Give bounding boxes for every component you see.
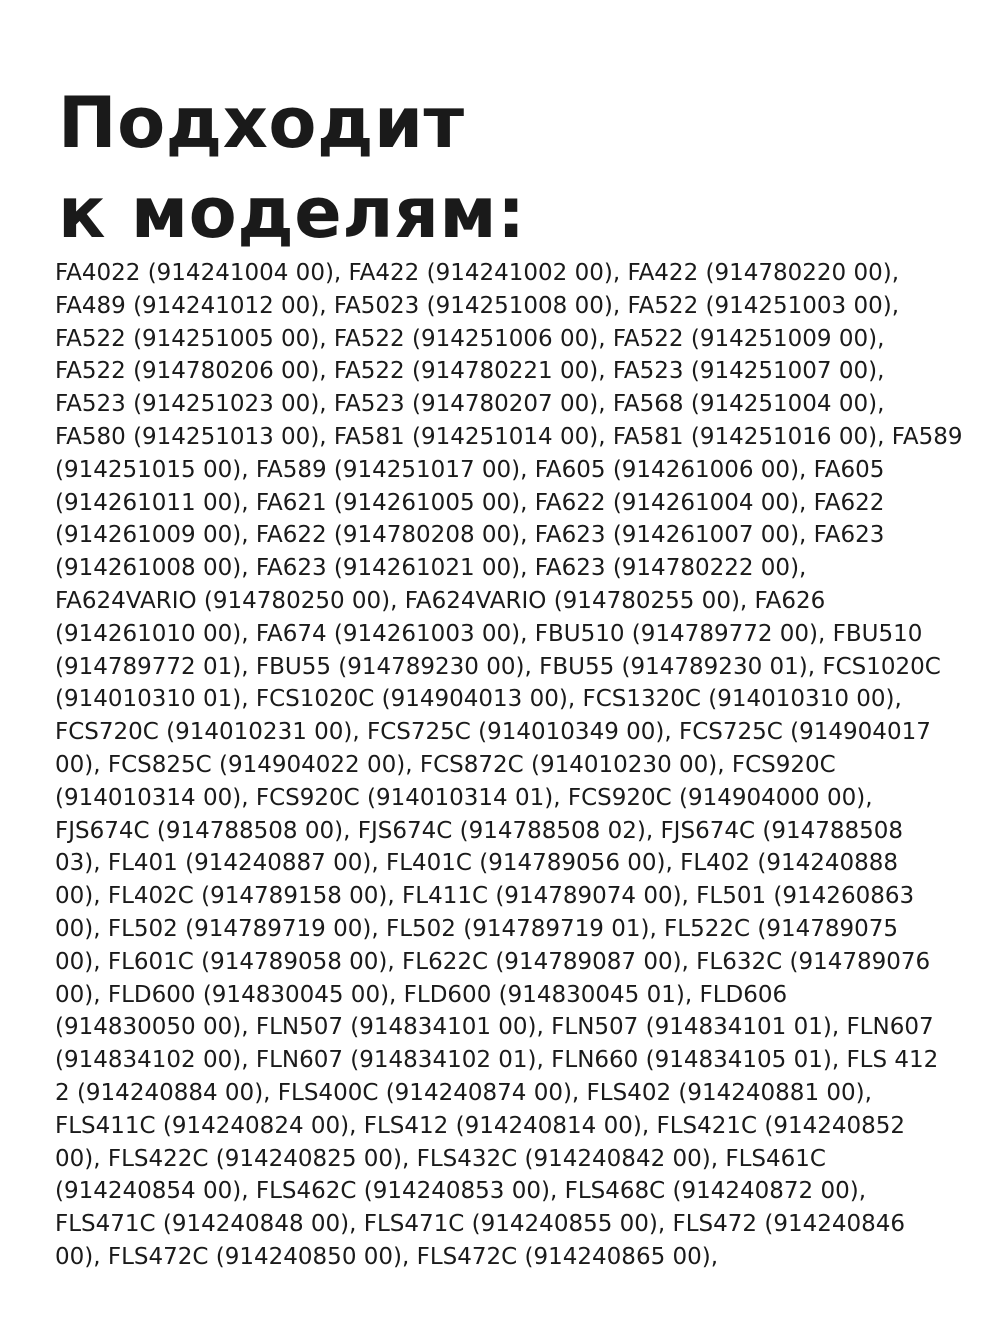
models-line: FA4022 (914241004 00), FA422 (914241002 00), FA422 (914780220 00),	[55, 260, 900, 286]
models-line: 00), FL502 (914789719 00), FL502 (914789719 01), FL522C (914789075	[55, 915, 899, 942]
models-line: (914789772 01), FBU55 (914789230 00), FBU55 (914789230 01), FCS1020C	[55, 653, 941, 680]
models-line: FLS411C (914240824 00), FLS412 (914240814 00), FLS421C (914240852	[55, 1112, 906, 1139]
compatible-models-list	[55, 257, 990, 1274]
models-line: (914240854 00), FLS462C (914240853 00), FLS468C (914240872 00),	[55, 1178, 867, 1205]
models-line: 00), FL402C (914789158 00), FL411C (914789074 00), FL501 (914260863	[55, 883, 915, 910]
models-line: FA522 (914780206 00), FA522 (914780221 00), FA523 (914251007 00),	[55, 358, 885, 385]
page-title	[58, 78, 526, 258]
models-line: 03), FL401 (914240887 00), FL401C (914789056 00), FL402 (914240888	[55, 850, 899, 877]
models-line: 2 (914240884 00), FLS400C (914240874 00), FLS402 (914240881 00),	[55, 1079, 872, 1106]
models-line: FA580 (914251013 00), FA581 (914251014 00), FA581 (914251016 00), FA589	[55, 423, 963, 450]
models-line: (914251015 00), FA589 (914251017 00), FA605 (914261006 00), FA605	[55, 456, 885, 483]
models-line: (914261011 00), FA621 (914261005 00), FA622 (914261004 00), FA622	[55, 489, 885, 516]
models-line: FLS471C (914240848 00), FLS471C (914240855 00), FLS472 (914240846	[55, 1211, 906, 1238]
models-line: FA489 (914241012 00), FA5023 (914251008 00), FA522 (914251003 00),	[55, 292, 900, 319]
models-line: FA522 (914251005 00), FA522 (914251006 00), FA522 (914251009 00),	[55, 325, 885, 352]
models-line: (914834102 00), FLN607 (914834102 01), FLN660 (914834105 01), FLS 412	[55, 1047, 939, 1074]
models-line: FJS674C (914788508 00), FJS674C (914788508 02), FJS674C (914788508	[55, 817, 904, 844]
models-line: FA523 (914251023 00), FA523 (914780207 00), FA568 (914251004 00),	[55, 391, 885, 418]
models-line: 00), FLS422C (914240825 00), FLS432C (914240842 00), FLS461C	[55, 1145, 826, 1172]
models-line: (914010310 01), FCS1020C (914904013 00), FCS1320C (914010310 00),	[55, 686, 902, 713]
models-line: (914010314 00), FCS920C (914010314 01), FCS920C (914904000 00),	[55, 784, 873, 811]
title-line-2: к моделям:	[58, 172, 526, 254]
models-line: 00), FLD600 (914830045 00), FLD600 (914830045 01), FLD606	[55, 981, 788, 1008]
models-line: (914261009 00), FA622 (914780208 00), FA623 (914261007 00), FA623	[55, 522, 885, 549]
models-line: 00), FL601C (914789058 00), FL622C (914789087 00), FL632C (914789076	[55, 948, 931, 975]
title-line-1: Подходит	[58, 82, 465, 164]
models-line: (914261008 00), FA623 (914261021 00), FA623 (914780222 00),	[55, 555, 807, 582]
models-line: (914830050 00), FLN507 (914834101 00), FLN507 (914834101 01), FLN607	[55, 1014, 934, 1041]
models-line: 00), FLS472C (914240850 00), FLS472C (914240865 00),	[55, 1243, 719, 1270]
models-line: (914261010 00), FA674 (914261003 00), FBU510 (914789772 00), FBU510	[55, 620, 923, 647]
models-line: FCS720C (914010231 00), FCS725C (914010349 00), FCS725C (914904017	[55, 719, 931, 746]
models-line: FA624VARIO (914780250 00), FA624VARIO (914780255 00), FA626	[55, 587, 826, 614]
models-line: 00), FCS825C (914904022 00), FCS872C (914010230 00), FCS920C	[55, 751, 836, 778]
